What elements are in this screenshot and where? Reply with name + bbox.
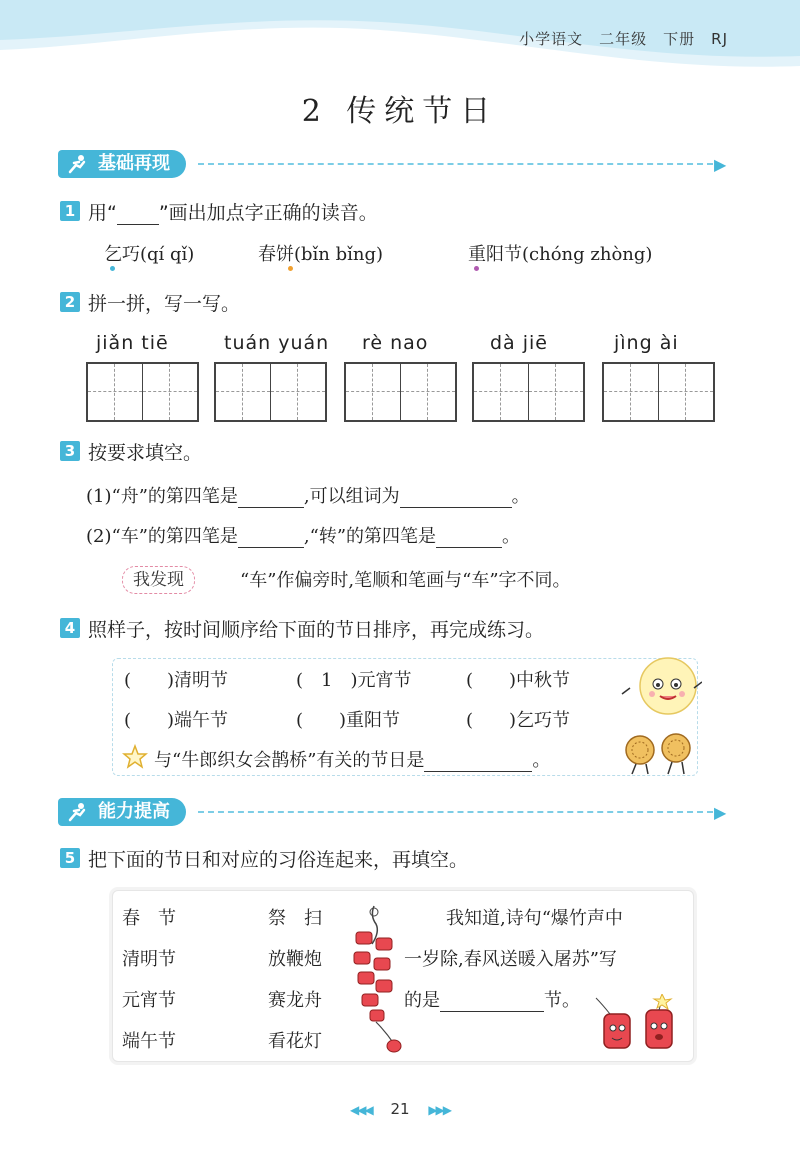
order-blank[interactable]: ( ) <box>124 710 175 731</box>
question-number: 4 <box>60 618 80 638</box>
underline-sample <box>117 224 159 225</box>
q4-question-b: 。 <box>532 750 551 771</box>
answer-blank[interactable] <box>436 547 502 548</box>
writing-grid[interactable] <box>602 362 715 422</box>
festival-name: 清明节 <box>174 670 229 691</box>
order-blank[interactable]: ( ) <box>466 670 517 691</box>
q4-row2-item-2 <box>296 706 400 732</box>
question-2-text: 拼一拼，写一写。 <box>88 293 241 315</box>
section-label: 基础再现 <box>58 150 186 178</box>
pinyin-5: jìng ài <box>614 332 679 354</box>
question-1-text <box>88 198 378 225</box>
discover-tag: 我发现 <box>122 566 195 594</box>
answer-blank[interactable] <box>238 507 304 508</box>
festival-item[interactable]: 春 节 <box>122 908 176 929</box>
festival-name: 乞巧节 <box>516 710 571 731</box>
festival-item[interactable]: 元宵节 <box>122 990 176 1011</box>
running-figure-icon <box>66 154 90 174</box>
q4-row1-item-2 <box>296 666 412 692</box>
custom-item[interactable]: 祭 扫 <box>268 908 322 929</box>
star-icon <box>122 744 148 770</box>
order-blank[interactable]: ( 1 ) <box>296 670 358 691</box>
emphasis-dot <box>110 266 115 271</box>
writing-grid[interactable] <box>472 362 585 422</box>
writing-grid[interactable] <box>214 362 327 422</box>
answer-blank[interactable] <box>440 1011 544 1012</box>
moon-mooncake-illustration <box>618 654 702 778</box>
question-5-text: 把下面的节日和对应的习俗连起来，再填空。 <box>88 849 469 871</box>
festival-name: 元宵节 <box>357 670 412 691</box>
firecracker-characters-illustration <box>590 994 690 1056</box>
prev-arrows-icon: ◀◀◀ <box>349 1103 372 1117</box>
q4-question-a: 与“牛郎织女会鹊桥”有关的节日是 <box>154 750 425 771</box>
page-title: 2 传统节日 <box>301 94 499 129</box>
festival-item[interactable]: 清明节 <box>122 949 176 970</box>
order-blank[interactable]: ( ) <box>466 710 517 731</box>
question-4-text: 照样子，按时间顺序给下面的节日排序，再完成练习。 <box>88 619 545 641</box>
writing-grid[interactable] <box>86 362 199 422</box>
question-3-text: 按要求填空。 <box>88 442 203 464</box>
page-footer <box>0 1100 800 1118</box>
q1-item-3[interactable]: 重阳节(chóng zhòng) <box>468 244 653 265</box>
q3-line2-b: ,“转”的第四笔是 <box>303 526 437 547</box>
section-dash-line <box>198 811 713 813</box>
emphasis-dot <box>288 266 293 271</box>
arrow-right-icon: ▶ <box>714 155 727 174</box>
know-line-2: 一岁除,春风送暖入屠苏”写 <box>404 949 617 970</box>
festival-name: 重阳节 <box>346 710 401 731</box>
answer-blank[interactable] <box>400 507 512 508</box>
question-number: 5 <box>60 848 80 868</box>
q3-line1-c: 。 <box>511 486 530 507</box>
answer-blank[interactable] <box>424 771 532 772</box>
section-dash-line <box>198 163 713 165</box>
running-figure-icon <box>66 802 90 822</box>
next-arrows-icon: ▶▶▶ <box>428 1103 451 1117</box>
festival-name: 中秋节 <box>516 670 571 691</box>
section-banner-ability <box>58 798 728 830</box>
custom-item[interactable]: 看花灯 <box>268 1031 322 1052</box>
question-number: 1 <box>60 201 80 221</box>
pinyin-1: jiǎn tiē <box>96 332 169 354</box>
q1-item-1[interactable]: 乞巧(qí qǐ) <box>104 244 195 265</box>
pinyin-3: rè nao <box>362 332 429 354</box>
q3-line-1 <box>86 482 530 508</box>
q3-line2-c: 。 <box>502 526 521 547</box>
question-number: 2 <box>60 292 80 312</box>
q3-line1-a: (1)“舟”的第四笔是 <box>86 486 238 507</box>
pinyin-2: tuán yuán <box>224 332 330 354</box>
question-number: 3 <box>60 441 80 461</box>
firecracker-string-illustration <box>346 904 402 1054</box>
order-blank[interactable]: ( ) <box>296 710 347 731</box>
q4-row2-item-1 <box>124 706 228 732</box>
custom-item[interactable]: 赛龙舟 <box>268 990 322 1011</box>
discover-text: “车”作偏旁时,笔顺和笔画与“车”字不同。 <box>240 570 571 591</box>
answer-blank[interactable] <box>238 547 304 548</box>
q4-row2-item-3 <box>466 706 570 732</box>
section-banner-basic <box>58 150 728 182</box>
custom-item[interactable]: 放鞭炮 <box>268 949 322 970</box>
q3-line-2 <box>86 522 520 548</box>
know-line-3 <box>404 986 580 1012</box>
know-line-3b: 节。 <box>544 990 580 1011</box>
q3-line2-a: (2)“车”的第四笔是 <box>86 526 238 547</box>
festival-name: 端午节 <box>174 710 229 731</box>
q1-text-before: 用“ <box>88 202 117 224</box>
festival-item[interactable]: 端午节 <box>122 1031 176 1052</box>
writing-grid[interactable] <box>344 362 457 422</box>
arrow-right-icon: ▶ <box>714 803 727 822</box>
q4-row1-item-3 <box>466 666 570 692</box>
header-text: 小学语文 二年级 下册 RJ <box>519 30 728 48</box>
q3-line1-b: ,可以组词为 <box>303 486 400 507</box>
emphasis-dot <box>474 266 479 271</box>
know-line-3a: 的是 <box>404 990 440 1011</box>
order-blank[interactable]: ( ) <box>124 670 175 691</box>
q1-item-2[interactable]: 春饼(bǐn bǐng) <box>258 244 384 265</box>
q4-question <box>154 746 550 772</box>
section-label: 能力提高 <box>58 798 186 826</box>
q1-text-after: ”画出加点字正确的读音。 <box>158 202 378 224</box>
page-number: 21 <box>390 1100 410 1118</box>
pinyin-4: dà jiē <box>490 332 548 354</box>
q4-row1-item-1 <box>124 666 228 692</box>
know-line-1: 我知道,诗句“爆竹声中 <box>446 908 623 929</box>
